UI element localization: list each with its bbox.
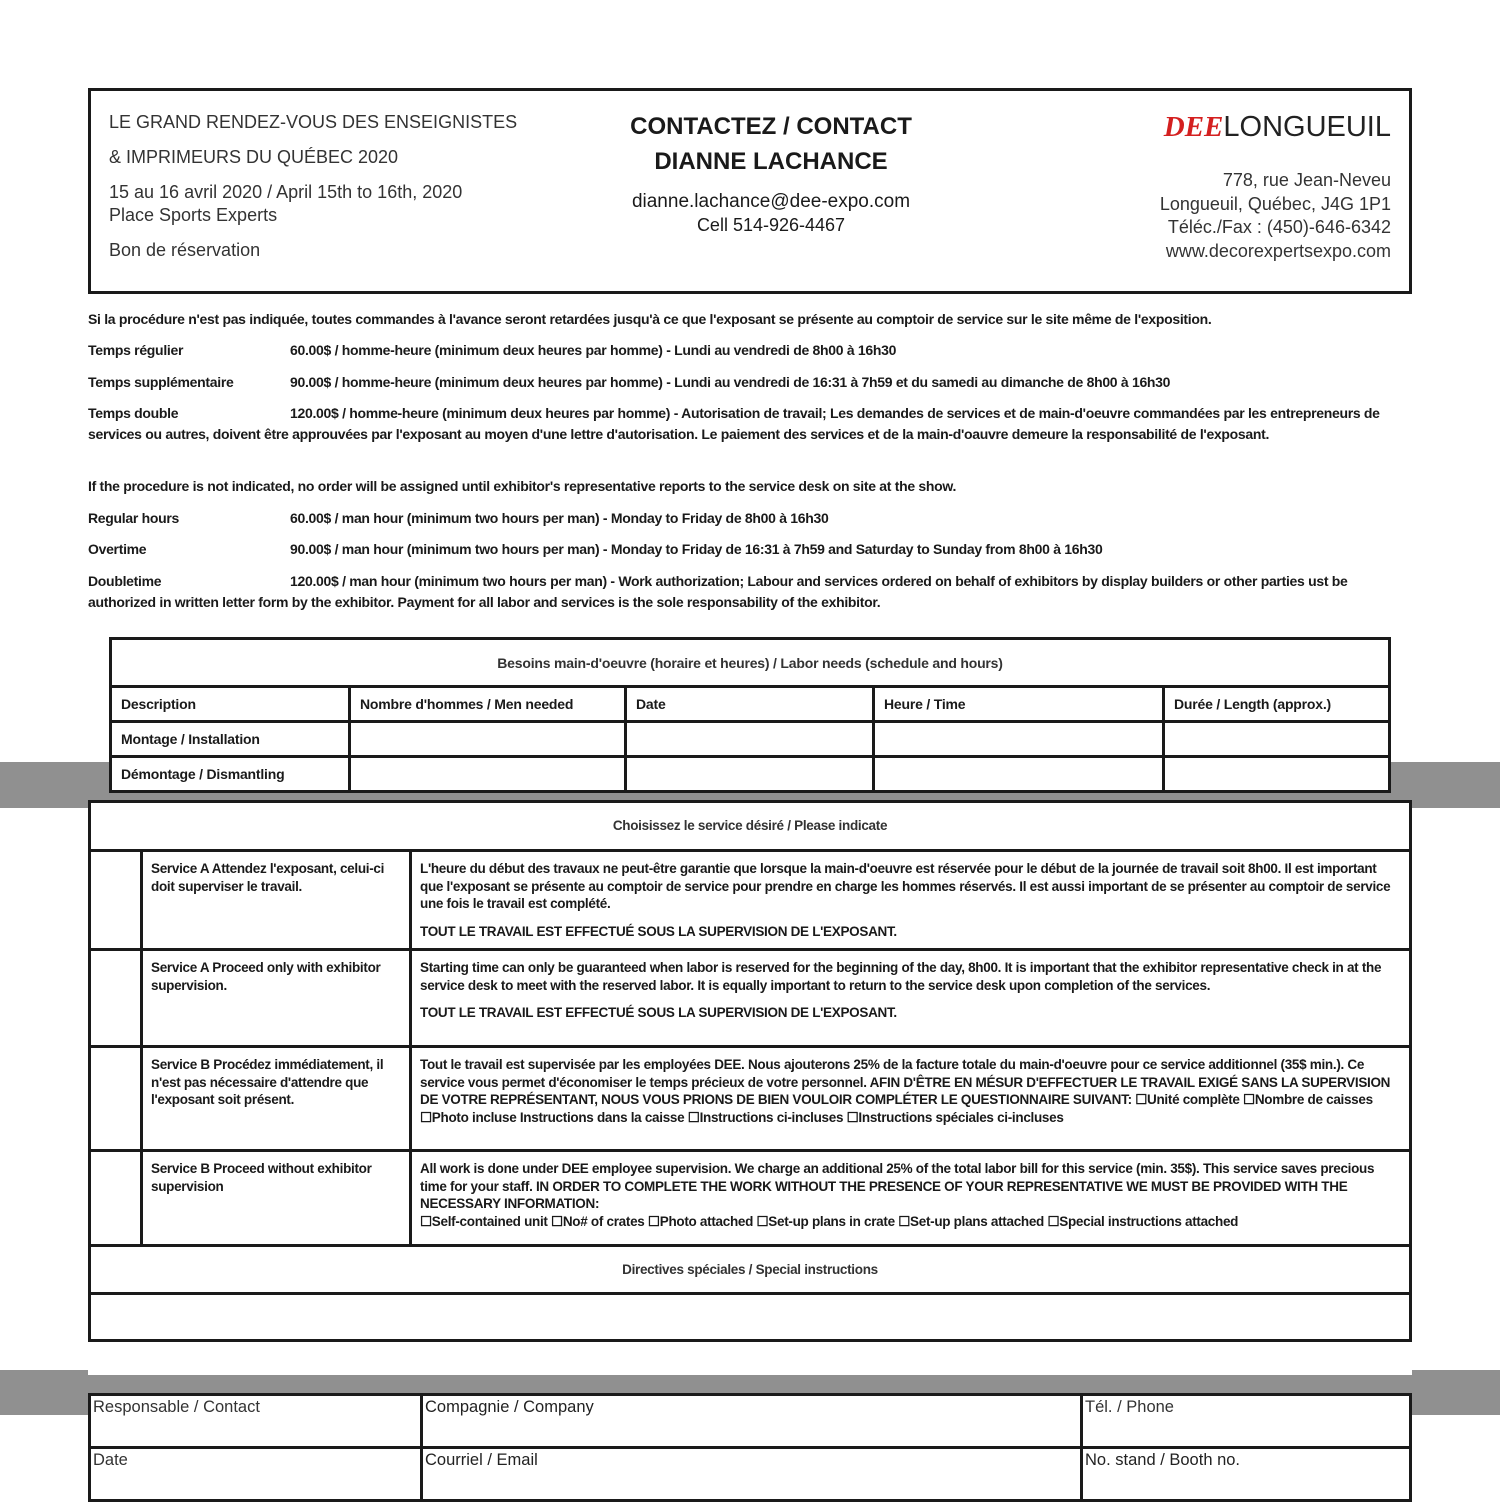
fr-double (88, 403, 1413, 445)
service-text: Starting time can only be guaranteed when labor is reserved for the beginning of the day, 8h00. It is important that the exhibitor representative check in at the service desk to meet with the reserved labor. It is equally important to return to the service desk upon completion of the services. (420, 960, 1382, 993)
contact-name: DIANNE LACHANCE (654, 148, 888, 175)
fr-regular (88, 340, 1413, 361)
event-venue: Place Sports Experts (109, 205, 278, 225)
fr-intro: Si la procédure n'est pas indiquée, toutes commandes à l'avance seront retardées jusqu'à ce que l'exposant se présente au comptoir de service sur le site même de l'exposition. (88, 311, 1212, 327)
col-header: Description (111, 687, 350, 722)
event-title-2: & IMPRIMEURS DU QUÉBEC 2020 (109, 147, 399, 167)
time-input[interactable] (874, 722, 1164, 757)
special-instructions-title: Directives spéciales / Special instructions (90, 1246, 1411, 1294)
en-intro: If the procedure is not indicated, no order will be assigned until exhibitor's representative reports to the service desk on site at the show. (88, 478, 957, 494)
special-instructions-input[interactable] (90, 1294, 1411, 1341)
contact-form (88, 1393, 1412, 1502)
logo (1164, 111, 1391, 144)
service-label: Service B Procédez immédiatement, il n'est pas nécessaire d'attendre que l'exposant soit présent. (142, 1047, 411, 1151)
service-checkbox[interactable] (90, 851, 142, 950)
band-gap (88, 1368, 1412, 1375)
en-overtime (88, 539, 1413, 560)
services-title: Choisissez le service désiré / Please indicate (90, 802, 1411, 851)
date-field[interactable]: Date (90, 1448, 422, 1501)
men-input[interactable] (350, 757, 626, 792)
men-input[interactable] (350, 722, 626, 757)
table-row (111, 722, 1390, 757)
service-note: TOUT LE TRAVAIL EST EFFECTUÉ SOUS LA SUPERVISION DE L'EXPOSANT. (420, 1005, 897, 1020)
service-text: All work is done under DEE employee supervision. We charge an additional 25% of the total labor bill for this service (min. 35$). This service saves precious time for your staff. IN ORDER TO COMPLETE THE WORK WITHOUT THE PRESENCE OF YOUR REPRESENTATIVE WE MUST BE PROVIDED WITH THE NECESSARY INFORMATION: (420, 1161, 1375, 1211)
term-text: 120.00$ / man hour (minimum two hours per man) - Work authorization; Labour and services ordered on behalf of exhibitors by display builders or other parties ust be authorized in written letter form by the exhibitor. Payment for all labor and services is the sole responsability of the exhibitor. (88, 573, 1348, 610)
contact-email[interactable]: dianne.lachance@dee-expo.com (631, 191, 911, 212)
address-fax: Téléc./Fax : (450)-646-6342 (1167, 217, 1391, 237)
labor-table (109, 637, 1391, 793)
fr-overtime (88, 372, 1413, 393)
service-text: Tout le travail est supervisée par les employées DEE. Nous ajouterons 25% de la facture totale du main-d'oeuvre pour ce service additionnel (35$ min.). Ce service vous permet d'économiser le temps précieux de votre personnel. AFIN D'ÊTRE EN MÉSUR D'EFFECTUER LE TRAVAIL EXIGÉ SANS LA SUPERVISION DE VOTRE REPRÉSENTANT, NOUS VOUS PRIONS DE BIEN VOULOIR COMPLÉTER LE QUESTIONNAIRE SUIVANT: ☐Unité complète ☐Nombre de caisses ☐Photo incluse Instructions dans la caisse ☐Instructions ci-incluses ☐Instructions spéciales ci-incluses (420, 1057, 1391, 1125)
en-double (88, 571, 1413, 613)
col-header: Date (626, 687, 874, 722)
form-name: Bon de réservation (109, 240, 261, 260)
service-checkbox[interactable] (90, 1151, 142, 1246)
col-header: Heure / Time (874, 687, 1164, 722)
service-label: Service A Proceed only with exhibitor supervision. (142, 950, 411, 1047)
service-row (90, 1047, 1411, 1151)
time-input[interactable] (874, 757, 1164, 792)
contact-title: CONTACTEZ / CONTACT (630, 113, 912, 140)
logo-mark: DEE (1163, 111, 1224, 143)
address-city: Longueuil, Québec, J4G 1P1 (1159, 193, 1391, 214)
en-regular (88, 508, 1413, 529)
services-table (88, 800, 1412, 1342)
term-label: Temps supplémentaire (88, 374, 234, 390)
length-input[interactable] (1164, 757, 1390, 792)
service-row (90, 1151, 1411, 1246)
service-label: Service A Attendez l'exposant, celui-ci doit superviser le travail. (142, 851, 411, 950)
service-checkbox[interactable] (90, 950, 142, 1047)
service-label: Service B Proceed without exhibitor supervision (142, 1151, 411, 1246)
term-label: Regular hours (88, 510, 180, 526)
service-note: ☐Self-contained unit ☐No# of crates ☐Photo attached ☐Set-up plans in crate ☐Set-up plans attached ☐Special instructions attached (420, 1213, 1239, 1229)
service-row (90, 950, 1411, 1047)
labor-title: Besoins main-d'oeuvre (horaire et heures) / Labor needs (schedule and hours) (111, 639, 1390, 687)
term-label: Doubletime (88, 573, 162, 589)
col-header: Nombre d'hommes / Men needed (350, 687, 626, 722)
date-input[interactable] (626, 757, 874, 792)
term-label: Overtime (88, 541, 147, 557)
contact-cell: Cell 514-926-4467 (696, 215, 846, 235)
logo-text: LONGUEUIL (1223, 111, 1391, 143)
booth-field[interactable]: No. stand / Booth no. (1082, 1448, 1411, 1501)
phone-field[interactable]: Tél. / Phone (1082, 1395, 1411, 1448)
term-text: 120.00$ / homme-heure (minimum deux heures par homme) - Autorisation de travail; Les demandes de services et de main-d'oeuvre commandées par les entrepreneurs de services ou autres, doivent être approuvées par l'exposant au moyen d'une lettre d'autorisation. Le paiement des services et de la main-d'oauvre demeure la responsabilité de l'exposant. (88, 405, 1380, 442)
row-label: Démontage / Dismantling (111, 757, 350, 792)
address (1160, 169, 1391, 263)
term-text: 60.00$ / homme-heure (minimum deux heures par homme) - Lundi au vendredi de 8h00 à 16h30 (290, 342, 897, 358)
header-box (88, 88, 1412, 294)
service-text: L'heure du début des travaux ne peut-être garantie que lorsque la main-d'oeuvre est réservée pour le début de la journée de travail soit 8h00. Il est important que l'exposant se présente au comptoir de service pour prendre en charge les hommes réservés. Il est aussi important de se présenter au comptoir de service une fois le travail est complété. (420, 861, 1391, 911)
date-input[interactable] (626, 722, 874, 757)
term-label: Temps régulier (88, 342, 184, 358)
event-dates: 15 au 16 avril 2020 / April 15th to 16th, 2020 (109, 182, 463, 202)
table-row (111, 757, 1390, 792)
term-text: 60.00$ / man hour (minimum two hours per man) - Monday to Friday de 8h00 à 16h30 (290, 510, 829, 526)
row-label: Montage / Installation (111, 722, 350, 757)
term-text: 90.00$ / homme-heure (minimum deux heures par homme) - Lundi au vendredi de 16:31 à 7h59 et du samedi au dimanche de 8h00 à 16h30 (290, 374, 1171, 390)
company-field[interactable]: Compagnie / Company (422, 1395, 1082, 1448)
term-label: Temps double (88, 405, 179, 421)
length-input[interactable] (1164, 722, 1390, 757)
event-title-1: LE GRAND RENDEZ-VOUS DES ENSEIGNISTES (109, 112, 518, 132)
address-website[interactable]: www.decorexpertsexpo.com (1165, 240, 1391, 261)
service-checkbox[interactable] (90, 1047, 142, 1151)
service-row (90, 851, 1411, 950)
col-header: Durée / Length (approx.) (1164, 687, 1390, 722)
address-street: 778, rue Jean-Neveu (1222, 170, 1391, 190)
term-text: 90.00$ / man hour (minimum two hours per man) - Monday to Friday de 16:31 à 7h59 and Saturday to Sunday from 8h00 à 16h30 (290, 541, 1103, 557)
service-note: TOUT LE TRAVAIL EST EFFECTUÉ SOUS LA SUPERVISION DE L'EXPOSANT. (420, 923, 897, 939)
email-field[interactable]: Courriel / Email (422, 1448, 1082, 1501)
contact-field[interactable]: Responsable / Contact (90, 1395, 422, 1448)
